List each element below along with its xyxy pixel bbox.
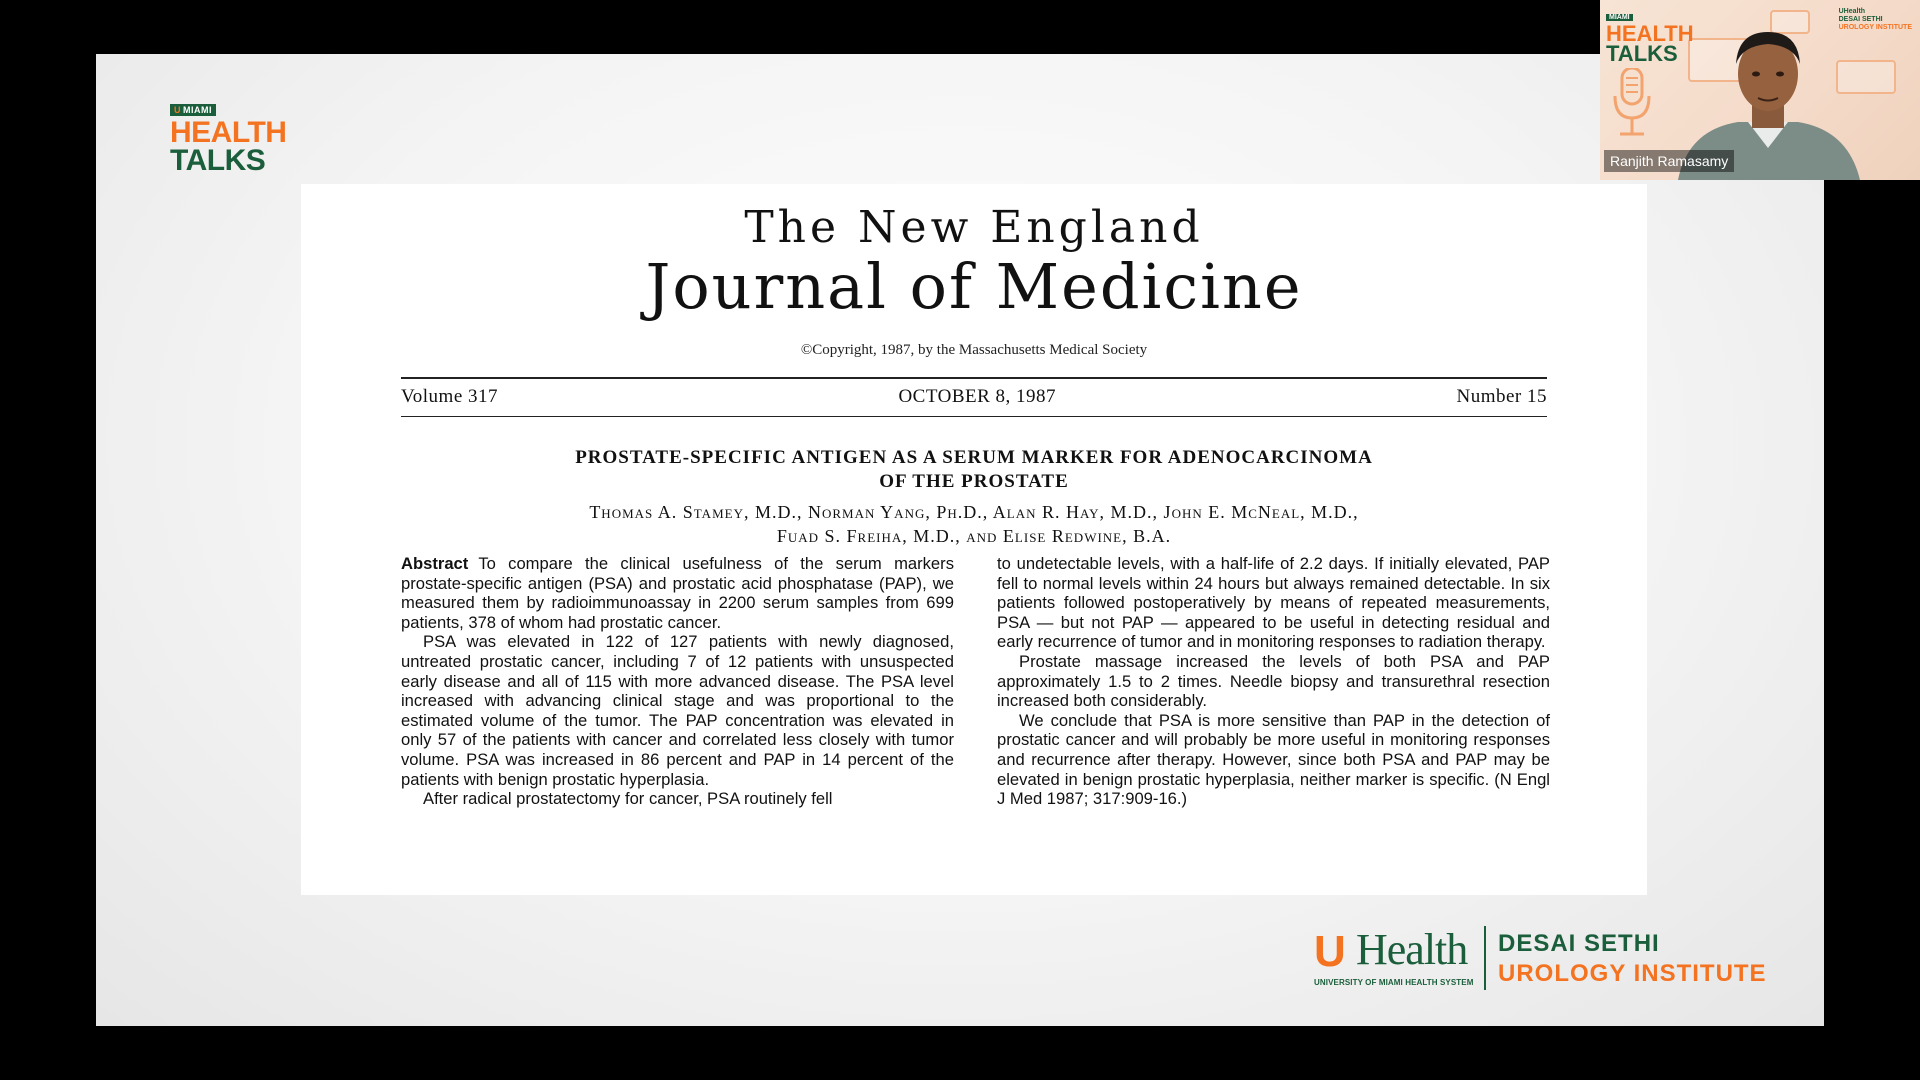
logo-divider xyxy=(1484,926,1486,990)
issue-info-row xyxy=(401,386,1547,408)
journal-article-page xyxy=(301,184,1647,895)
uhealth-u-mark: U xyxy=(1314,927,1346,976)
logo-word-health: HEALTH xyxy=(170,116,287,149)
abstract-paragraph: After radical prostatectomy for cancer, PSA routinely fell xyxy=(423,789,833,809)
shared-slide xyxy=(96,54,1824,1026)
abstract-paragraph: We conclude that PSA is more sensitive than PAP in the detection of prostatic cancer and will probably be more useful in monitoring responses and recurrence after therapy. However, since both PSA and PAP may be elevated in benign prostatic hyperplasia, neither marker is specific. (N Engl J Med 1987; 317:909-16.) xyxy=(997,710,1550,809)
uhealth-desai-sethi-logo xyxy=(1314,924,1784,994)
uhealth-wordmark: Health xyxy=(1356,925,1468,974)
volume-label: Volume 317 xyxy=(401,386,499,407)
logo-word-talks: TALKS xyxy=(170,144,266,177)
video-uhealth-logo: UHealth DESAI SETHI UROLOGY INSTITUTE xyxy=(1838,8,1912,31)
abstract-paragraph: PSA was elevated in 122 of 127 patients with newly diagnosed, untreated prostatic cancer, including 7 of 12 patients with unsuspected early disease and all of 115 with more advanced disease. The PSA level increased with advancing clinical stage and was proportional to the estimated volume of the tumor. The PAP concentration was elevated in only 57 of the patients with cancer and correlated less closely with tumor volume. PSA was increased in 86 percent and PAP in 14 percent of the patients with benign prostatic hyperplasia. xyxy=(401,632,954,789)
journal-name-top: The New England xyxy=(744,202,1204,253)
health-talks-logo xyxy=(170,100,300,175)
header-rule-top xyxy=(401,377,1547,379)
abstract-label: Abstract xyxy=(401,554,469,573)
abstract-paragraph: to undetectable levels, with a half-life of 2.2 days. If initially elevated, PAP fell to normal levels within 24 hours but always remained detectable. In six patients followed postoperatively by means of repeated measurements, PSA — but not PAP — appeared to be useful in detecting residual and early recurrence of tumor and in monitoring responses to radiation therapy. xyxy=(997,554,1550,652)
abstract-body xyxy=(401,554,1551,809)
header-rule-bottom xyxy=(401,416,1547,417)
copyright-line: ©Copyright, 1987, by the Massachusetts Medical Society xyxy=(800,342,1148,358)
issue-number: Number 15 xyxy=(1456,386,1547,407)
abstract-left-column xyxy=(401,554,954,809)
article-title: PROSTATE-SPECIFIC ANTIGEN AS A SERUM MARKER FOR ADENOCARCINOMA OF THE PROSTATE xyxy=(575,447,1373,492)
issue-date: OCTOBER 8, 1987 xyxy=(898,386,1057,407)
uhealth-subtitle: UNIVERSITY OF MIAMI HEALTH SYSTEM xyxy=(1314,978,1474,987)
participant-name-label: Ranjith Ramasamy xyxy=(1604,150,1734,172)
journal-name-main: Journal of Medicine xyxy=(645,250,1303,323)
video-health-talks-logo: MIAMI HEALTH TALKS xyxy=(1606,14,1694,66)
participant-video-tile[interactable] xyxy=(1600,0,1920,180)
abstract-paragraph: Prostate massage increased the levels of both PSA and PAP approximately 1.5 to 2 times. Needle biopsy and transurethral resection increased both considerably. xyxy=(997,651,1550,711)
abstract-paragraph: Abstract To compare the clinical usefulness of the serum markers prostate-specific antigen (PSA) and prostatic acid phosphatase (PAP), we measured them by radioimmunoassay in 2200 serum samples from 699 patients, 378 of whom had prostatic cancer. xyxy=(401,554,954,632)
urology-institute-label: UROLOGY INSTITUTE xyxy=(1498,960,1767,987)
microphone-icon xyxy=(1610,68,1654,148)
article-authors: Thomas A. Stamey, M.D., Norman Yang, Ph.D., Alan R. Hay, M.D., John E. McNeal, M.D., Fuad S. Freiha, M.D., and Elise Redwine, B.A. xyxy=(589,502,1359,546)
abstract-right-column xyxy=(997,554,1550,809)
desai-sethi-label: DESAI SETHI xyxy=(1498,930,1660,957)
um-tag: U MIAMI xyxy=(170,104,216,116)
